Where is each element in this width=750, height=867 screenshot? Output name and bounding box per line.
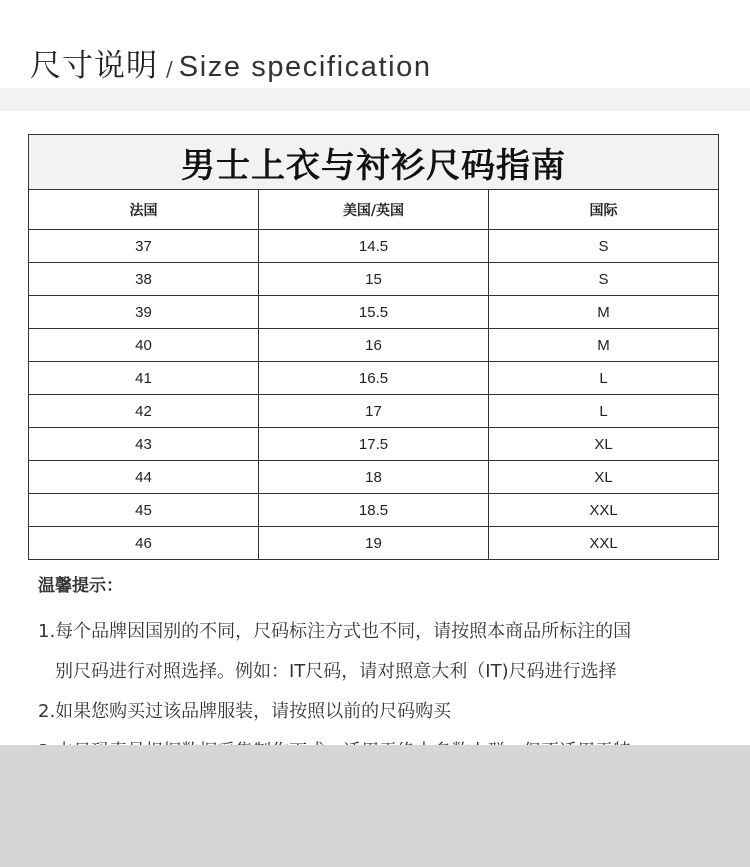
tips-section	[38, 572, 728, 772]
cell-international: L	[489, 395, 719, 428]
cell-france: 41	[29, 362, 259, 395]
size-chart-table	[28, 134, 719, 560]
cell-us-uk: 15	[259, 263, 489, 296]
cell-france: 38	[29, 263, 259, 296]
bottom-overlay	[0, 745, 750, 867]
table-title: 男士上衣与衬衫尺码指南	[29, 135, 719, 190]
cell-us-uk: 17	[259, 395, 489, 428]
cell-us-uk: 16.5	[259, 362, 489, 395]
page-heading	[30, 40, 432, 86]
cell-international: L	[489, 362, 719, 395]
cell-france: 43	[29, 428, 259, 461]
cell-us-uk: 17.5	[259, 428, 489, 461]
heading-title-en: Size specification	[178, 51, 432, 83]
table-row	[29, 230, 719, 263]
cell-france: 42	[29, 395, 259, 428]
heading-divider: /	[166, 57, 173, 81]
header-divider-band	[0, 88, 750, 111]
cell-international: M	[489, 296, 719, 329]
table-row	[29, 395, 719, 428]
table-row	[29, 494, 719, 527]
table-row	[29, 296, 719, 329]
cell-us-uk: 18.5	[259, 494, 489, 527]
cell-us-uk: 15.5	[259, 296, 489, 329]
cell-us-uk: 14.5	[259, 230, 489, 263]
column-header-us-uk: 美国/英国	[259, 190, 489, 230]
cell-international: M	[489, 329, 719, 362]
tip-item: 2.如果您购买过该品牌服装，请按照以前的尺码购买	[38, 701, 452, 722]
tip-item: 别尺码进行对照选择。例如：IT尺码，请对照意大利（IT)尺码进行选择	[55, 661, 617, 682]
table-row	[29, 527, 719, 560]
cell-international: XXL	[489, 494, 719, 527]
cell-us-uk: 18	[259, 461, 489, 494]
cell-france: 45	[29, 494, 259, 527]
table-row	[29, 461, 719, 494]
table-row	[29, 362, 719, 395]
table-row	[29, 263, 719, 296]
cell-france: 46	[29, 527, 259, 560]
tip-item: 1.每个品牌因国别的不同，尺码标注方式也不同，请按照本商品所标注的国	[38, 621, 632, 642]
cell-france: 37	[29, 230, 259, 263]
table-title-row	[29, 135, 719, 190]
cell-international: XL	[489, 428, 719, 461]
cell-us-uk: 19	[259, 527, 489, 560]
tips-title: 温馨提示：	[38, 576, 123, 596]
column-header-france: 法国	[29, 190, 259, 230]
cell-international: XL	[489, 461, 719, 494]
cell-international: XXL	[489, 527, 719, 560]
table-row	[29, 428, 719, 461]
table-header-row	[29, 190, 719, 230]
heading-title-cn: 尺寸说明	[30, 48, 158, 84]
cell-international: S	[489, 230, 719, 263]
cell-france: 39	[29, 296, 259, 329]
cell-france: 40	[29, 329, 259, 362]
cell-france: 44	[29, 461, 259, 494]
cell-us-uk: 16	[259, 329, 489, 362]
table-row	[29, 329, 719, 362]
cell-international: S	[489, 263, 719, 296]
column-header-international: 国际	[489, 190, 719, 230]
